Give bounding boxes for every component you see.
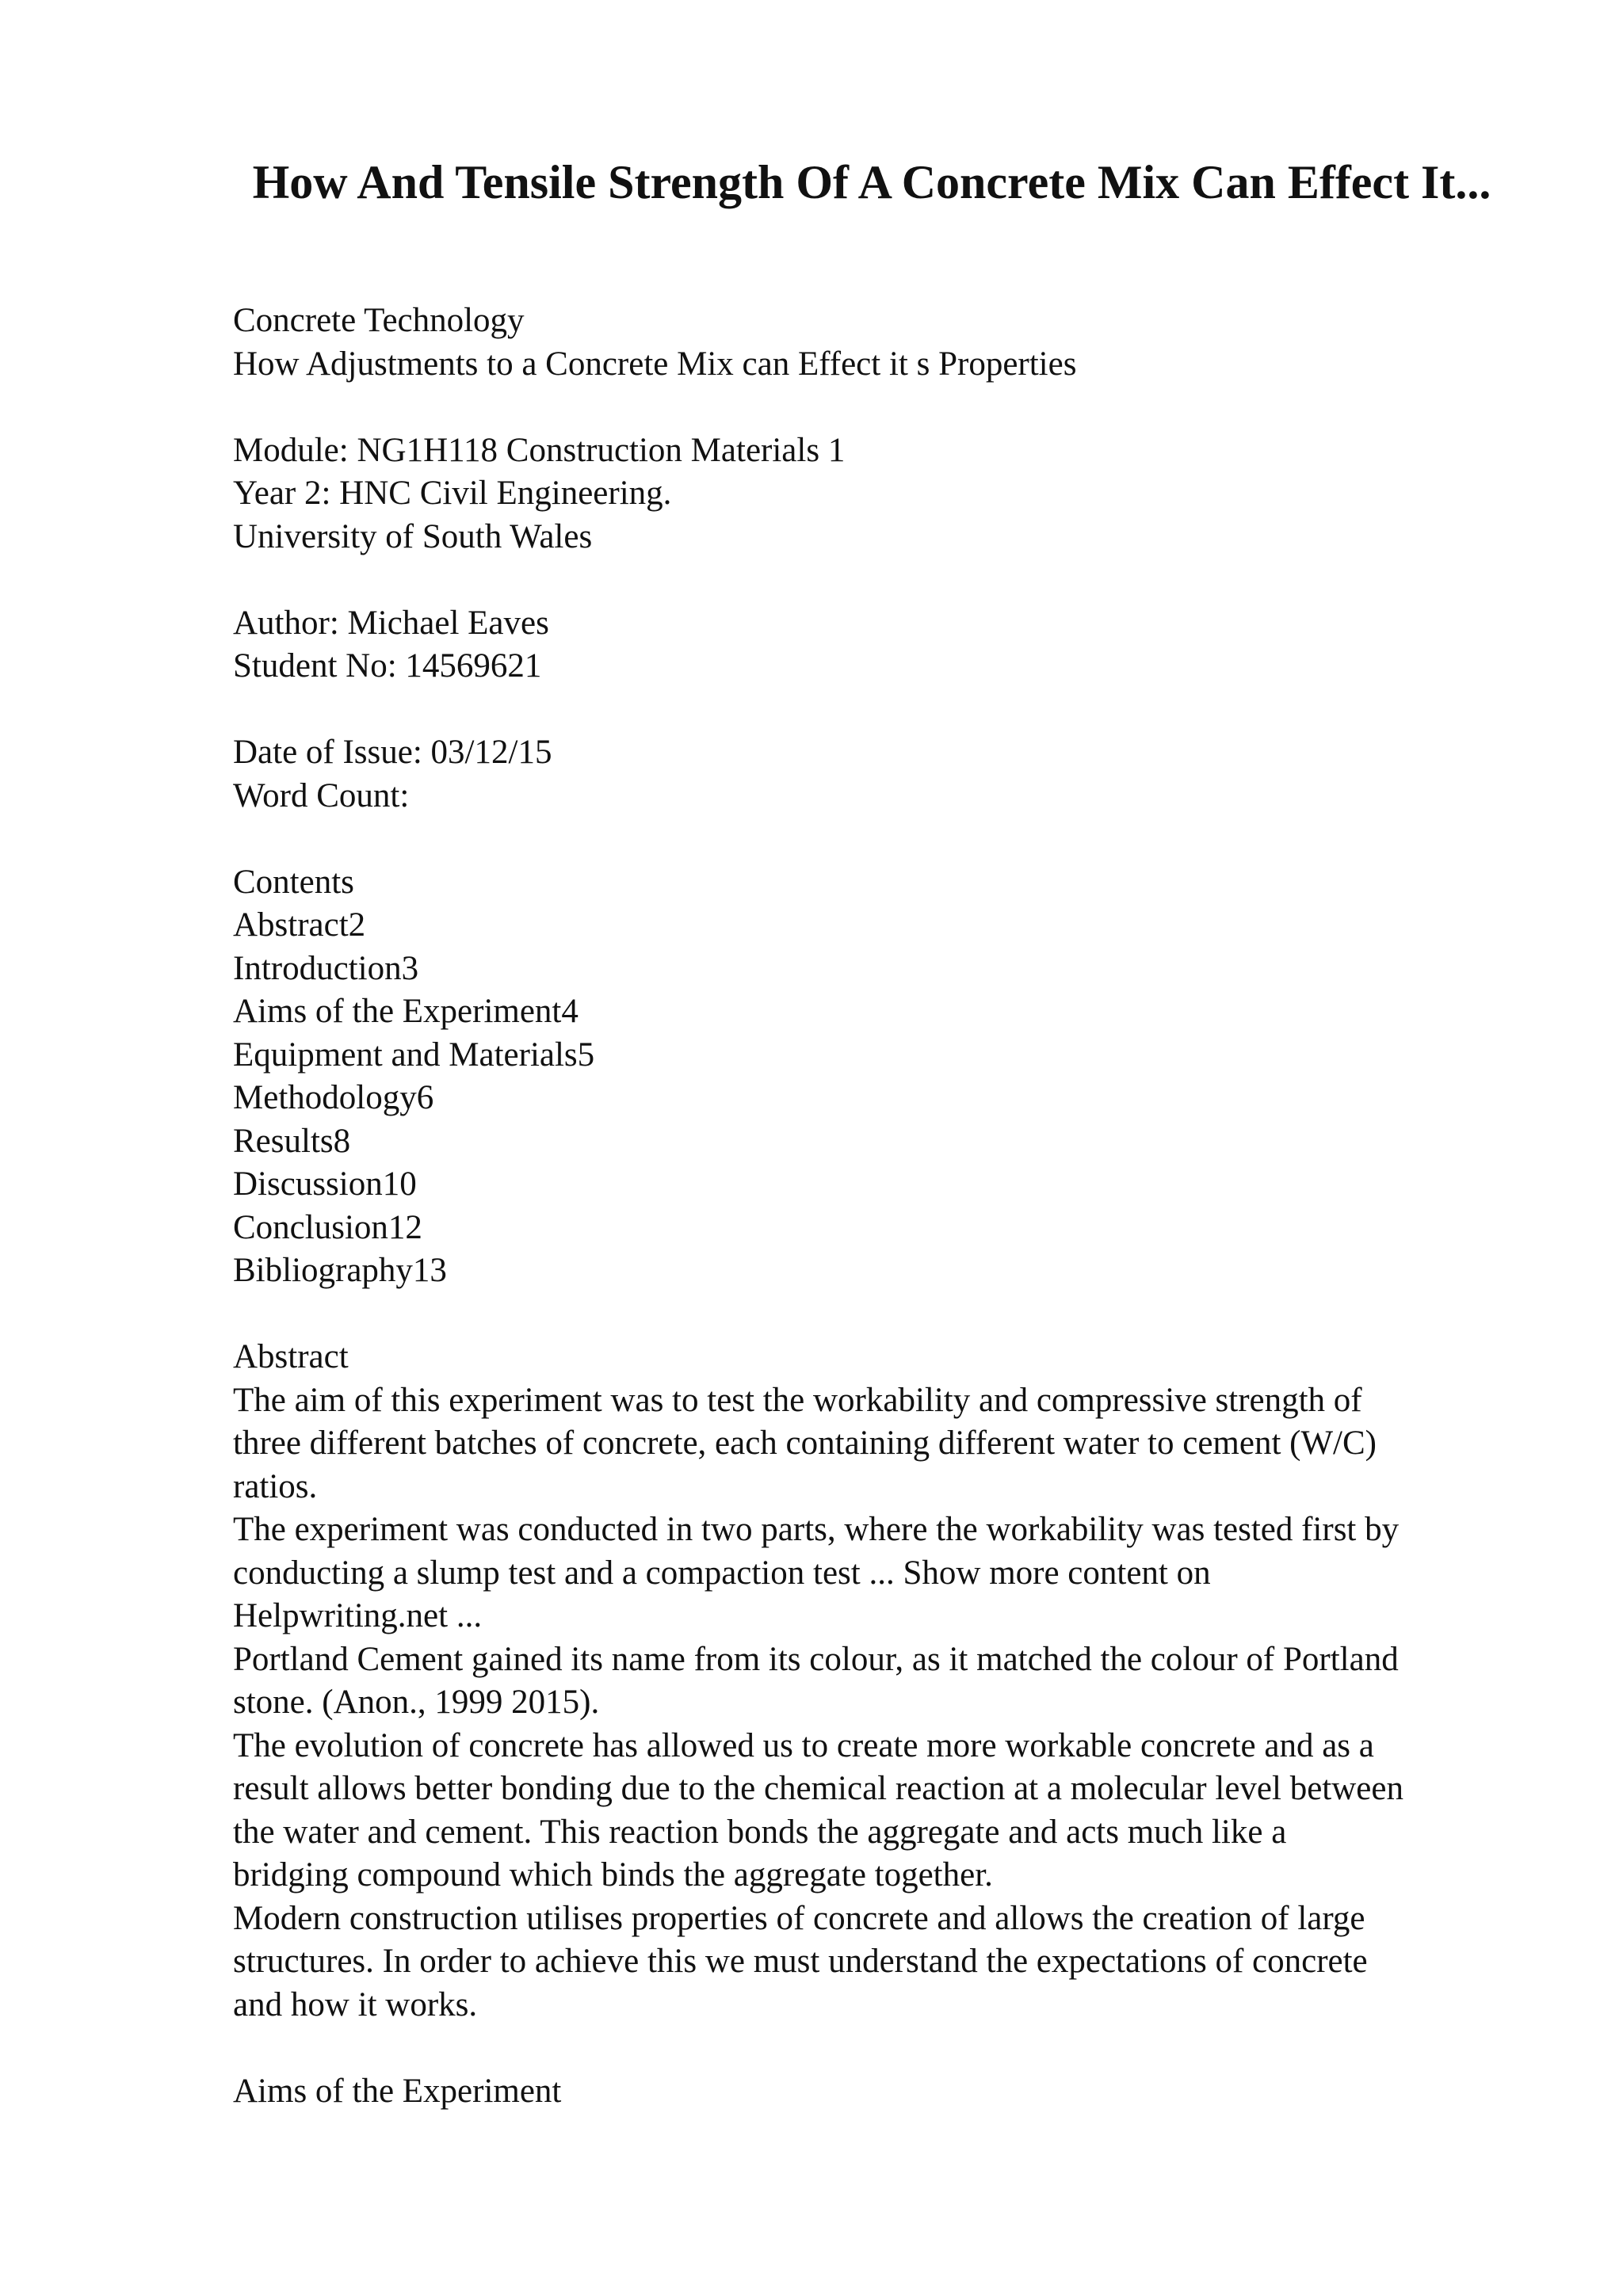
abstract-line: result allows better bonding due to the chemical reaction at a molecular level between: [233, 1770, 1403, 1807]
abstract-line: and how it works.: [233, 1985, 478, 2023]
contents-item: Bibliography13: [233, 1252, 447, 1289]
report-subtitle: How Adjustments to a Concrete Mix can Effect it s Properties: [233, 345, 1077, 383]
aims-heading: Aims of the Experiment: [233, 2072, 562, 2110]
document-body: [233, 299, 1549, 2113]
abstract-line: ratios.: [233, 1467, 318, 1505]
contents-block: [233, 861, 1549, 1293]
abstract-line: stone. (Anon., 1999 2015).: [233, 1684, 600, 1721]
abstract-line: three different batches of concrete, each containing different water to cement (W/C): [233, 1425, 1377, 1462]
student-number-line: Student No: 14569621: [233, 647, 542, 685]
author-block: [233, 602, 1549, 688]
module-line: Module: NG1H118 Construction Materials 1: [233, 431, 846, 469]
abstract-block: [233, 1336, 1549, 2027]
module-block: [233, 429, 1549, 559]
contents-item: Methodology6: [233, 1079, 434, 1116]
contents-item: Abstract2: [233, 906, 366, 944]
contents-item: Aims of the Experiment4: [233, 993, 579, 1030]
abstract-line: Modern construction utilises properties of concrete and allows the creation of large: [233, 1899, 1365, 1937]
spacer: [233, 386, 1549, 429]
contents-item: Results8: [233, 1122, 351, 1160]
contents-item: Discussion10: [233, 1165, 417, 1203]
abstract-heading: Abstract: [233, 1338, 349, 1375]
abstract-line: Helpwriting.net ...: [233, 1597, 483, 1634]
contents-item: Conclusion12: [233, 1208, 422, 1246]
year-line: Year 2: HNC Civil Engineering.: [233, 475, 672, 512]
course-subject: Concrete Technology: [233, 302, 525, 339]
author-line: Author: Michael Eaves: [233, 604, 549, 642]
abstract-line: The aim of this experiment was to test the workability and compressive strength of: [233, 1381, 1362, 1419]
spacer: [233, 2027, 1549, 2070]
contents-item: Equipment and Materials5: [233, 1035, 595, 1074]
abstract-line: structures. In order to achieve this we must understand the expectations of concrete: [233, 1943, 1368, 1980]
abstract-line: bridging compound which binds the aggregate together.: [233, 1856, 993, 1894]
abstract-line: Portland Cement gained its name from its colour, as it matched the colour of Portland: [233, 1640, 1399, 1678]
spacer: [233, 818, 1549, 861]
university-line: University of South Wales: [233, 517, 593, 555]
issue-block: [233, 731, 1549, 818]
document-title: How And Tensile Strength Of A Concrete Mix Can Effect It...: [252, 156, 1491, 208]
contents-heading: Contents: [233, 863, 354, 901]
date-of-issue-line: Date of Issue: 03/12/15: [233, 734, 552, 771]
spacer: [233, 688, 1549, 732]
abstract-line: The experiment was conducted in two parts, where the workability was tested first by: [233, 1511, 1400, 1548]
word-count-line: Word Count:: [233, 776, 410, 814]
abstract-line: The evolution of concrete has allowed us to create more workable concrete and as a: [233, 1726, 1374, 1764]
header-block: [233, 299, 1549, 386]
abstract-line: conducting a slump test and a compaction test ... Show more content on: [233, 1554, 1211, 1592]
spacer: [233, 559, 1549, 602]
abstract-line: the water and cement. This reaction bonds the aggregate and acts much like a: [233, 1813, 1287, 1851]
contents-item: Introduction3: [233, 949, 419, 987]
spacer: [233, 1293, 1549, 1337]
